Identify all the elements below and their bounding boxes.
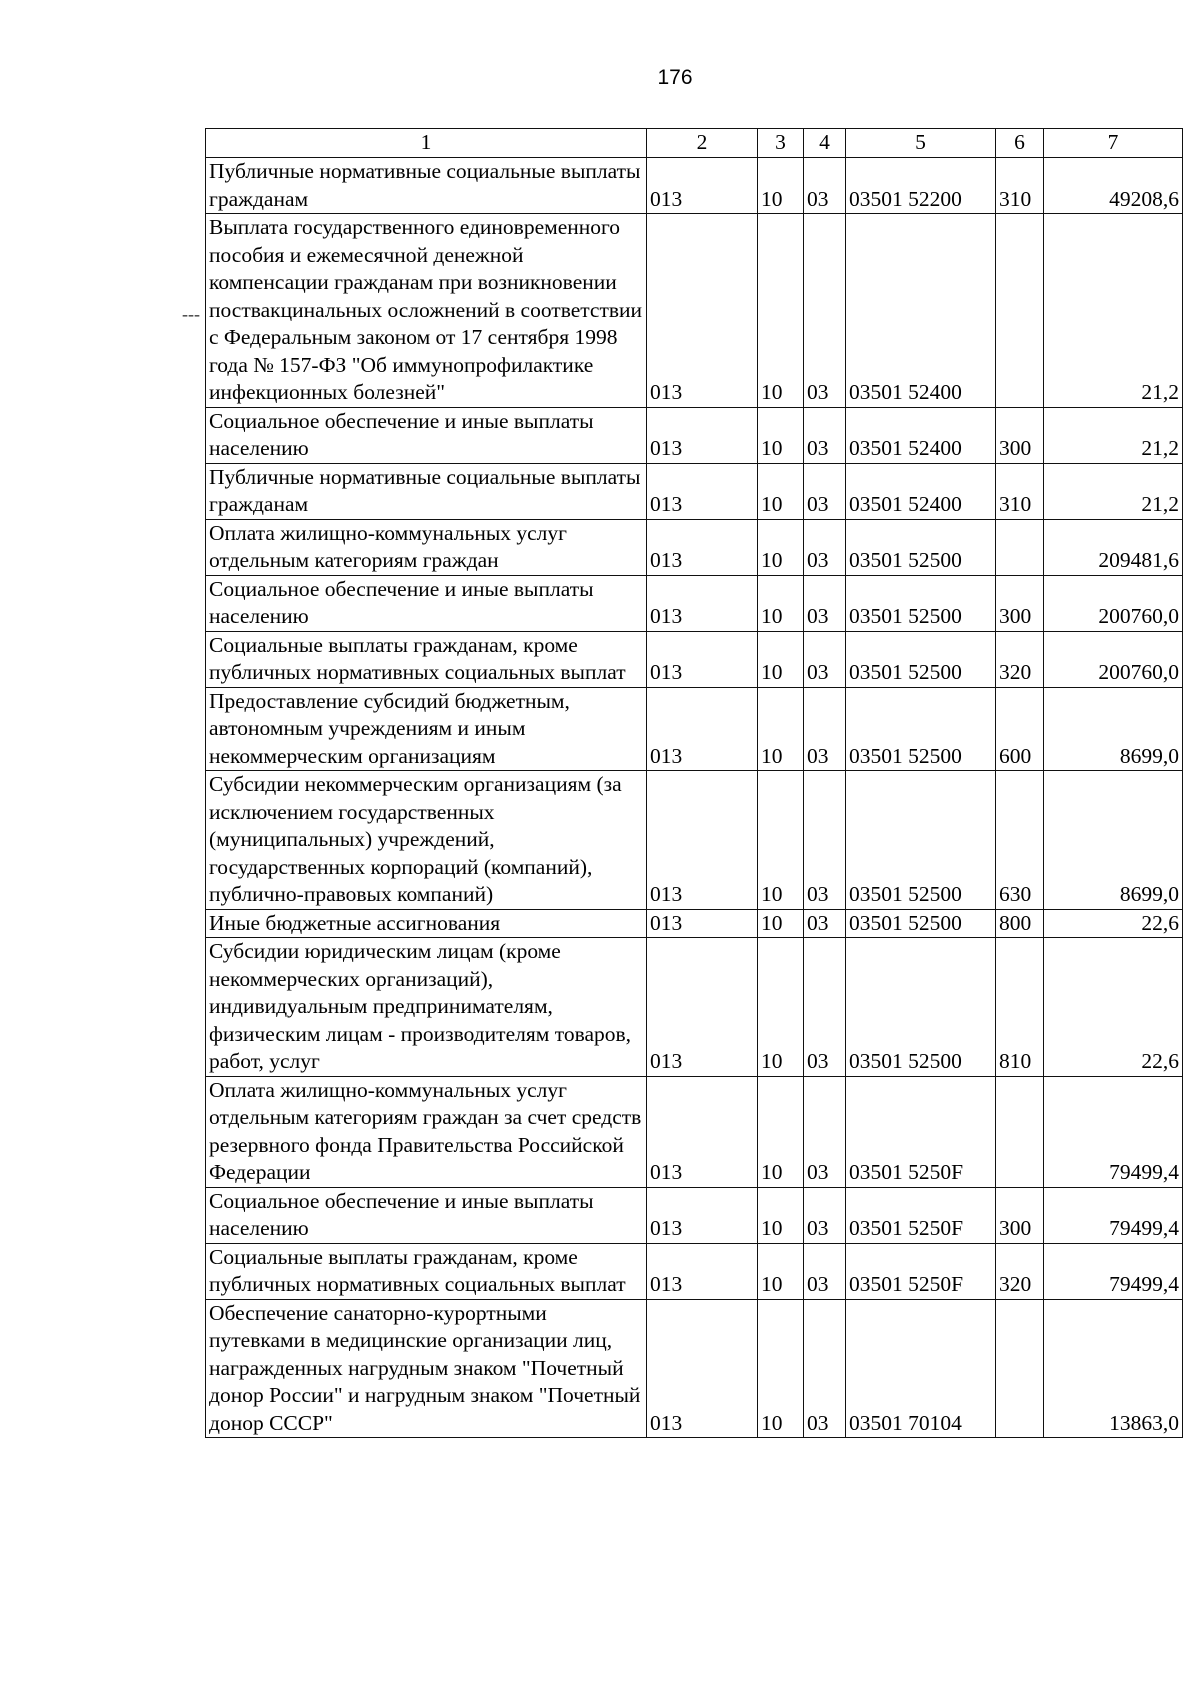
section-code-cell: 10 bbox=[758, 575, 804, 631]
ministry-code-cell: 013 bbox=[647, 771, 758, 910]
table-row bbox=[206, 519, 1183, 575]
header-row bbox=[206, 129, 1183, 158]
target-article-cell: 03501 52500 bbox=[846, 938, 996, 1077]
ministry-code-cell: 013 bbox=[647, 938, 758, 1077]
target-article-cell: 03501 52500 bbox=[846, 575, 996, 631]
row-name-cell: Обеспечение санаторно-курортными путевками в медицинские организации лиц, награжденных нагрудным знаком "Почетный донор России" и нагрудным знаком "Почетный донор СССР" bbox=[206, 1299, 647, 1438]
ministry-code-cell: 013 bbox=[647, 575, 758, 631]
ministry-code-cell: 013 bbox=[647, 687, 758, 771]
row-name-cell: Субсидии некоммерческим организациям (за исключением государственных (муниципальных) учреждений, государственных корпораций (компаний), публично-правовых компаний) bbox=[206, 771, 647, 910]
table-row bbox=[206, 771, 1183, 910]
margin-mark: --- bbox=[182, 304, 200, 324]
target-article-cell: 03501 52400 bbox=[846, 463, 996, 519]
header-cell: 5 bbox=[846, 129, 996, 158]
target-article-cell: 03501 5250F bbox=[846, 1187, 996, 1243]
subsection-code-cell: 03 bbox=[804, 158, 846, 214]
page-number: 176 bbox=[657, 66, 693, 89]
row-name-cell: Публичные нормативные социальные выплаты гражданам bbox=[206, 463, 647, 519]
subsection-code-cell: 03 bbox=[804, 909, 846, 938]
target-article-cell: 03501 52500 bbox=[846, 631, 996, 687]
subsection-code-cell: 03 bbox=[804, 519, 846, 575]
expense-type-cell bbox=[996, 214, 1044, 408]
subsection-code-cell: 03 bbox=[804, 1187, 846, 1243]
target-article-cell: 03501 52500 bbox=[846, 687, 996, 771]
section-code-cell: 10 bbox=[758, 214, 804, 408]
target-article-cell: 03501 5250F bbox=[846, 1243, 996, 1299]
table-row bbox=[206, 938, 1183, 1077]
expense-type-cell bbox=[996, 1076, 1044, 1187]
subsection-code-cell: 03 bbox=[804, 214, 846, 408]
amount-cell: 8699,0 bbox=[1044, 687, 1183, 771]
amount-cell: 200760,0 bbox=[1044, 631, 1183, 687]
row-name-cell: Публичные нормативные социальные выплаты гражданам bbox=[206, 158, 647, 214]
subsection-code-cell: 03 bbox=[804, 631, 846, 687]
section-code-cell: 10 bbox=[758, 519, 804, 575]
expense-type-cell: 300 bbox=[996, 407, 1044, 463]
table-row bbox=[206, 1243, 1183, 1299]
ministry-code-cell: 013 bbox=[647, 1299, 758, 1438]
target-article-cell: 03501 52200 bbox=[846, 158, 996, 214]
row-name-cell: Социальное обеспечение и иные выплаты населению bbox=[206, 407, 647, 463]
expense-type-cell: 300 bbox=[996, 1187, 1044, 1243]
row-name-cell: Субсидии юридическим лицам (кроме некоммерческих организаций), индивидуальным предпринимателям, физическим лицам - производителям товаров, работ, услуг bbox=[206, 938, 647, 1077]
header-cell: 1 bbox=[206, 129, 647, 158]
header-cell: 3 bbox=[758, 129, 804, 158]
subsection-code-cell: 03 bbox=[804, 407, 846, 463]
table-row bbox=[206, 575, 1183, 631]
table-row bbox=[206, 1187, 1183, 1243]
section-code-cell: 10 bbox=[758, 1187, 804, 1243]
table-row bbox=[206, 214, 1183, 408]
amount-cell: 13863,0 bbox=[1044, 1299, 1183, 1438]
table-row bbox=[206, 407, 1183, 463]
subsection-code-cell: 03 bbox=[804, 938, 846, 1077]
amount-cell: 79499,4 bbox=[1044, 1076, 1183, 1187]
ministry-code-cell: 013 bbox=[647, 214, 758, 408]
ministry-code-cell: 013 bbox=[647, 463, 758, 519]
section-code-cell: 10 bbox=[758, 1299, 804, 1438]
section-code-cell: 10 bbox=[758, 909, 804, 938]
subsection-code-cell: 03 bbox=[804, 1076, 846, 1187]
expense-type-cell: 630 bbox=[996, 771, 1044, 910]
row-name-cell: Предоставление субсидий бюджетным, автономным учреждениям и иным некоммерческим организациям bbox=[206, 687, 647, 771]
expense-type-cell: 810 bbox=[996, 938, 1044, 1077]
expense-type-cell: 320 bbox=[996, 1243, 1044, 1299]
ministry-code-cell: 013 bbox=[647, 519, 758, 575]
expense-type-cell bbox=[996, 519, 1044, 575]
header-cell: 2 bbox=[647, 129, 758, 158]
table-row bbox=[206, 463, 1183, 519]
target-article-cell: 03501 52400 bbox=[846, 407, 996, 463]
row-name-cell: Социальные выплаты гражданам, кроме публичных нормативных социальных выплат bbox=[206, 1243, 647, 1299]
row-name-cell: Социальное обеспечение и иные выплаты населению bbox=[206, 1187, 647, 1243]
expense-type-cell: 310 bbox=[996, 158, 1044, 214]
section-code-cell: 10 bbox=[758, 631, 804, 687]
amount-cell: 22,6 bbox=[1044, 938, 1183, 1077]
ministry-code-cell: 013 bbox=[647, 1187, 758, 1243]
table-row bbox=[206, 1299, 1183, 1438]
expense-type-cell: 800 bbox=[996, 909, 1044, 938]
subsection-code-cell: 03 bbox=[804, 1299, 846, 1438]
budget-table bbox=[205, 128, 1183, 1438]
target-article-cell: 03501 52500 bbox=[846, 909, 996, 938]
target-article-cell: 03501 52400 bbox=[846, 214, 996, 408]
section-code-cell: 10 bbox=[758, 687, 804, 771]
amount-cell: 21,2 bbox=[1044, 214, 1183, 408]
target-article-cell: 03501 52500 bbox=[846, 771, 996, 910]
section-code-cell: 10 bbox=[758, 938, 804, 1077]
ministry-code-cell: 013 bbox=[647, 1243, 758, 1299]
subsection-code-cell: 03 bbox=[804, 1243, 846, 1299]
section-code-cell: 10 bbox=[758, 463, 804, 519]
header-cell: 6 bbox=[996, 129, 1044, 158]
table-row bbox=[206, 909, 1183, 938]
expense-type-cell bbox=[996, 1299, 1044, 1438]
expense-type-cell: 310 bbox=[996, 463, 1044, 519]
subsection-code-cell: 03 bbox=[804, 575, 846, 631]
row-name-cell: Выплата государственного единовременного пособия и ежемесячной денежной компенсации гражданам при возникновении поствакцинальных осложнений в соответствии с Федеральным законом от 17 сентября 1998 года № 157-ФЗ "Об иммунопрофилактике инфекционных болезней" bbox=[206, 214, 647, 408]
row-name-cell: Оплата жилищно-коммунальных услуг отдельным категориям граждан за счет средств резервного фонда Правительства Российской Федерации bbox=[206, 1076, 647, 1187]
row-name-cell: Оплата жилищно-коммунальных услуг отдельным категориям граждан bbox=[206, 519, 647, 575]
expense-type-cell: 300 bbox=[996, 575, 1044, 631]
section-code-cell: 10 bbox=[758, 1076, 804, 1187]
amount-cell: 21,2 bbox=[1044, 463, 1183, 519]
amount-cell: 21,2 bbox=[1044, 407, 1183, 463]
ministry-code-cell: 013 bbox=[647, 909, 758, 938]
section-code-cell: 10 bbox=[758, 407, 804, 463]
ministry-code-cell: 013 bbox=[647, 158, 758, 214]
amount-cell: 22,6 bbox=[1044, 909, 1183, 938]
row-name-cell: Социальные выплаты гражданам, кроме публичных нормативных социальных выплат bbox=[206, 631, 647, 687]
table-row bbox=[206, 1076, 1183, 1187]
expense-type-cell: 600 bbox=[996, 687, 1044, 771]
table-row bbox=[206, 631, 1183, 687]
amount-cell: 79499,4 bbox=[1044, 1187, 1183, 1243]
table-row bbox=[206, 687, 1183, 771]
section-code-cell: 10 bbox=[758, 158, 804, 214]
expense-type-cell: 320 bbox=[996, 631, 1044, 687]
header-cell: 7 bbox=[1044, 129, 1183, 158]
target-article-cell: 03501 52500 bbox=[846, 519, 996, 575]
table-row bbox=[206, 158, 1183, 214]
subsection-code-cell: 03 bbox=[804, 687, 846, 771]
amount-cell: 79499,4 bbox=[1044, 1243, 1183, 1299]
header-cell: 4 bbox=[804, 129, 846, 158]
budget-table-container bbox=[205, 128, 1183, 1438]
section-code-cell: 10 bbox=[758, 1243, 804, 1299]
section-code-cell: 10 bbox=[758, 771, 804, 910]
ministry-code-cell: 013 bbox=[647, 1076, 758, 1187]
row-name-cell: Иные бюджетные ассигнования bbox=[206, 909, 647, 938]
row-name-cell: Социальное обеспечение и иные выплаты населению bbox=[206, 575, 647, 631]
amount-cell: 209481,6 bbox=[1044, 519, 1183, 575]
ministry-code-cell: 013 bbox=[647, 631, 758, 687]
target-article-cell: 03501 70104 bbox=[846, 1299, 996, 1438]
ministry-code-cell: 013 bbox=[647, 407, 758, 463]
subsection-code-cell: 03 bbox=[804, 463, 846, 519]
amount-cell: 200760,0 bbox=[1044, 575, 1183, 631]
amount-cell: 8699,0 bbox=[1044, 771, 1183, 910]
target-article-cell: 03501 5250F bbox=[846, 1076, 996, 1187]
amount-cell: 49208,6 bbox=[1044, 158, 1183, 214]
subsection-code-cell: 03 bbox=[804, 771, 846, 910]
